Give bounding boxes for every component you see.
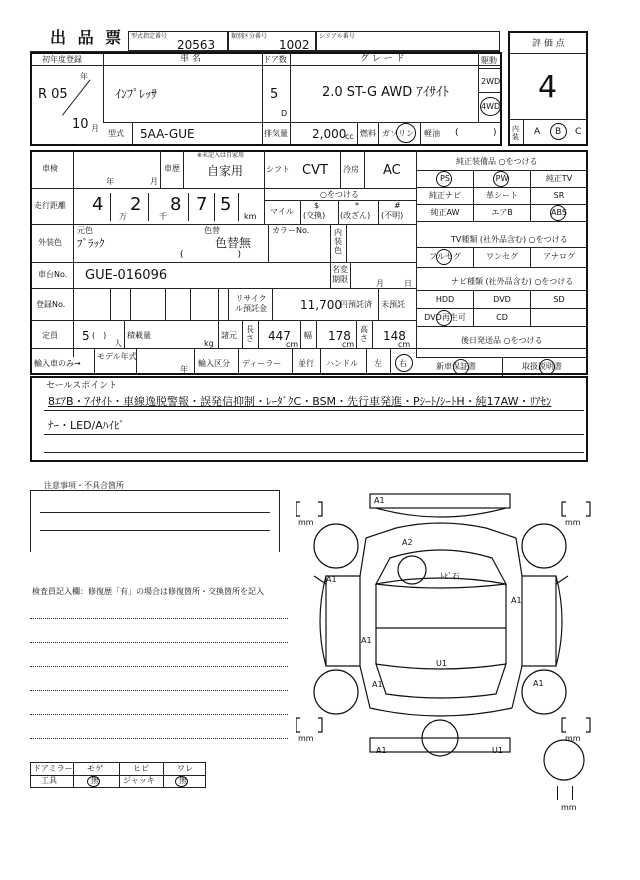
drive-label: 駆動 [481, 56, 497, 65]
model-year-label: モデル年式 [97, 352, 137, 361]
width-value: 178 [328, 329, 351, 343]
shift-value: CVT [302, 163, 328, 178]
serial-box [316, 31, 500, 51]
equipment-item: DVD再生可 [424, 313, 466, 322]
width-unit: cm [342, 340, 355, 349]
later-header: 後日発送品 ○をつける [461, 336, 543, 345]
color-label: 外装色 [38, 238, 62, 247]
model-cert-box [128, 31, 228, 51]
equipment-item: 純正ナビ [429, 191, 461, 200]
equipment-item: PS [440, 174, 450, 183]
fuel-label: 燃料 [360, 129, 376, 138]
interior-c: C [575, 127, 582, 137]
grade-value: 2.0 ST-G AWD ｱｲｻｲﾄ [322, 85, 449, 100]
serial-label: シリアル番号 [319, 33, 355, 40]
factory-header: 純正装備品 ○をつける [456, 157, 538, 166]
mile-label: マイル [270, 207, 294, 216]
inspection-year-unit: 年 [106, 177, 114, 186]
score-box [508, 31, 588, 146]
import-type-label: 輸入区分 [198, 359, 230, 368]
vin-value: GUE-016096 [85, 268, 168, 283]
sales-block [30, 376, 588, 462]
inspection-label: 車検 [42, 164, 58, 173]
mileage-label: 走行距離 [34, 201, 66, 210]
inspection-month-unit: 月 [150, 177, 158, 186]
grade-label: グ レ ー ド [360, 54, 405, 64]
mileage-digit: 2 [130, 194, 142, 215]
recycle-unpaid: 未預託 [381, 300, 405, 309]
damage-diagram [296, 488, 596, 818]
handle-right-circle [395, 354, 413, 372]
shift-label: シフト [266, 165, 290, 174]
equipment-circle [493, 171, 509, 187]
equipment-circle [550, 205, 566, 221]
spare-bracket [557, 786, 573, 800]
recycle-suffix: 円預託済 [340, 300, 372, 309]
mirror-hibi: ヒビ [133, 764, 149, 773]
history-note: ※未記入は自家用 [197, 152, 245, 159]
equipment-panel [416, 150, 588, 357]
mm-spare: mm [561, 803, 577, 812]
class-value: 1002 [279, 38, 310, 52]
recycle-label: リサイクル預託金 [235, 294, 267, 313]
sales-label: セールスポイント [46, 381, 118, 391]
handle-left: 左 [374, 359, 382, 368]
jack-value: 無 [179, 776, 187, 785]
later-manual: 取扱説明書 [522, 362, 562, 371]
light-label: 軽油 [424, 129, 440, 138]
modified-text: (改ざん) [340, 211, 371, 220]
sales-line-1: 8ｴｱB・ｱｲｻｲﾄ・車線逸脱警報・誤発信抑制・ﾚｰﾀﾞｸC・BSM・先行車発進・Pｼｰﾄ/ｼｰﾄH・純17AW・ﾘｱｾﾝ [48, 396, 552, 407]
later-items-row [416, 357, 588, 375]
color-change-label: 色替 [204, 226, 220, 235]
ac-label: 冷房 [343, 165, 359, 174]
orig-color-value: ﾌﾞﾗｯｸ [77, 237, 105, 250]
type-label: 型式 [108, 129, 124, 138]
era-year: R 05 [38, 87, 68, 102]
equipment-item: DVD [493, 295, 511, 304]
exchange-label: $ [314, 201, 320, 210]
height-unit: cm [398, 340, 411, 349]
orig-color-label: 元色 [77, 226, 93, 235]
car-name-label: 車 名 [180, 54, 201, 64]
damage-label: A2 [402, 538, 413, 547]
sheet-title: 出 品 票 [50, 28, 125, 47]
mileage-digit: 7 [196, 194, 208, 215]
parallel-label: 並行 [298, 359, 314, 368]
equipment-item: アナログ [543, 252, 575, 261]
reg-month: 10 [72, 117, 89, 132]
history-label: 車歴 [164, 164, 180, 173]
mm-tl: mm [298, 518, 314, 527]
equipment-item: CD [496, 313, 508, 322]
tv-header: TV種類 (社外品含む) ○をつける [451, 235, 568, 244]
load-label: 積載量 [127, 331, 151, 340]
light-paren-close: ) [493, 128, 497, 138]
tool-circle [87, 776, 100, 787]
later-warranty: 新車保証書 [436, 362, 476, 371]
fuel-circle [396, 123, 416, 143]
mm-br: mm [565, 734, 581, 743]
doors-value: 5 [270, 87, 279, 102]
model-cert-label: 型式指定番号 [131, 33, 168, 40]
mirror-label: ドアミラー [33, 764, 73, 773]
mileage-unit-sen: 千 [159, 212, 167, 221]
history-value: 自家用 [207, 164, 244, 178]
capacity-value: 5 [82, 329, 90, 343]
class-label: 類別区分番号 [231, 33, 268, 40]
warranty-circle [453, 359, 469, 375]
height-value: 148 [383, 329, 406, 343]
jack-circle [175, 776, 188, 787]
equipment-item: HDD [435, 295, 455, 304]
vin-label: 車台No. [38, 270, 68, 279]
capacity-unit: 人 [114, 339, 122, 348]
score-value: 4 [538, 70, 558, 105]
name-change-label: 名変期限 [332, 265, 348, 284]
length-value: 447 [268, 329, 291, 343]
equipment-item: SD [553, 295, 565, 304]
tool-value: 無 [91, 776, 99, 785]
mileage-digit: 8 [170, 194, 182, 215]
damage-label: A1 [511, 596, 522, 605]
mileage-digit: 5 [220, 194, 232, 215]
handle-label: ハンドル [326, 359, 358, 368]
drive-4wd-circle [480, 97, 501, 116]
interior-label: 内装 [512, 125, 519, 141]
car-name: ｲﾝﾌﾟﾚｯｻ [115, 87, 158, 101]
model-year-unit: 年 [180, 365, 188, 374]
interior-b: B [555, 127, 562, 137]
damage-label: A1 [374, 496, 385, 505]
width-label: 幅 [304, 331, 312, 340]
reg-label: 登録No. [36, 300, 66, 309]
equipment-item: ワンセグ [486, 252, 518, 261]
equipment-circle [436, 249, 452, 265]
unknown-text: (不明) [381, 211, 404, 220]
length-unit: cm [286, 340, 299, 349]
height-label: 高さ [360, 325, 368, 343]
color-number-label: カラーNo. [272, 226, 310, 235]
mileage-unit-km: km [244, 212, 257, 221]
color-paren: ( ) [180, 250, 242, 260]
capacity-paren: ( ) [92, 331, 107, 340]
fuel-value: ガソリン [382, 129, 414, 138]
equipment-item: PW [495, 174, 509, 183]
class-box [228, 31, 316, 51]
tool-label: 工具 [41, 776, 57, 785]
navi-header: ナビ種類 (社外品含む) ○をつける [451, 277, 574, 286]
jack-label: ジャッキ [123, 776, 155, 785]
damage-label: A1 [361, 636, 372, 645]
exchange-text: (交換) [303, 211, 326, 220]
sales-line-2: ﾅｰ・LED/Aﾊｲﾋﾞ [48, 419, 125, 432]
equipment-item: フルセグ [429, 252, 461, 261]
year-suffix: 年 [80, 72, 88, 81]
month-suffix: 月 [91, 124, 99, 133]
mirror-ware: ワレ [177, 764, 193, 773]
dimensions-label: 諸元 [221, 331, 237, 340]
drive-2wd: 2WD [481, 77, 501, 86]
caution-area [30, 482, 288, 562]
equipment-item: エアB [491, 208, 513, 217]
damage-label: A1 [376, 746, 387, 755]
damage-label: U1 [436, 659, 447, 668]
inner-color-label: 内装色 [334, 228, 342, 255]
caution-label: 注意事項・不具合箇所 [44, 481, 124, 490]
equipment-item: SR [553, 191, 565, 200]
model-cert-value: 20563 [177, 38, 216, 52]
mm-tr: mm [565, 518, 581, 527]
recycle-value: 11,700 [300, 298, 342, 312]
year-label: 初年度登録 [42, 55, 82, 64]
meter-check-label: ○をつける [320, 190, 359, 199]
displacement-unit: cc [345, 132, 354, 141]
mileage-unit-man: 万 [119, 212, 127, 221]
damage-label: ﾄﾋﾞ石 [440, 572, 460, 581]
unknown-label: # [394, 201, 401, 210]
name-change-month: 月 [376, 279, 384, 288]
inspector-label: 検査員記入欄：修復歴「有」の場合は修復箇所・交換箇所を記入 [32, 587, 264, 596]
modified-label: * [355, 201, 359, 210]
door-suffix: D [281, 109, 288, 118]
manual-circle [539, 359, 555, 375]
color-change-value: 色替無 [215, 236, 252, 250]
damage-label: A1 [533, 679, 544, 688]
mileage-digit: 4 [92, 194, 104, 215]
length-label: 長さ [246, 325, 254, 343]
damage-label: U1 [492, 746, 503, 755]
import-label: 輸入車のみ→ [34, 359, 81, 368]
mm-bl: mm [298, 734, 314, 743]
score-label: 評 価 点 [532, 39, 565, 49]
interior-b-circle [550, 123, 567, 140]
displacement-label: 排気量 [264, 129, 288, 138]
doors-label: ドア数 [263, 55, 287, 64]
accessory-table [30, 762, 206, 788]
damage-label: A1 [372, 680, 383, 689]
drive-4wd: 4WD [481, 102, 501, 111]
equipment-circle [436, 171, 452, 187]
equipment-item: 純正AW [430, 208, 460, 217]
equipment-circle [436, 310, 452, 326]
equipment-item: ABS [551, 208, 567, 217]
type-value: 5AA-GUE [140, 127, 195, 141]
equipment-item: 純正TV [545, 174, 573, 183]
displacement-value: 2,000 [312, 127, 347, 141]
light-paren-open: ( [455, 128, 459, 138]
handle-right: 右 [399, 359, 407, 368]
damage-label: A1 [326, 575, 337, 584]
load-unit: kg [204, 339, 214, 348]
capacity-label: 定員 [42, 331, 58, 340]
mirror-moge: モゲ [87, 764, 103, 773]
equipment-item: 革シート [486, 191, 518, 200]
name-change-day: 日 [404, 279, 412, 288]
ac-value: AC [383, 163, 401, 178]
dealer-label: ディーラー [242, 359, 282, 368]
interior-a: A [534, 127, 541, 137]
